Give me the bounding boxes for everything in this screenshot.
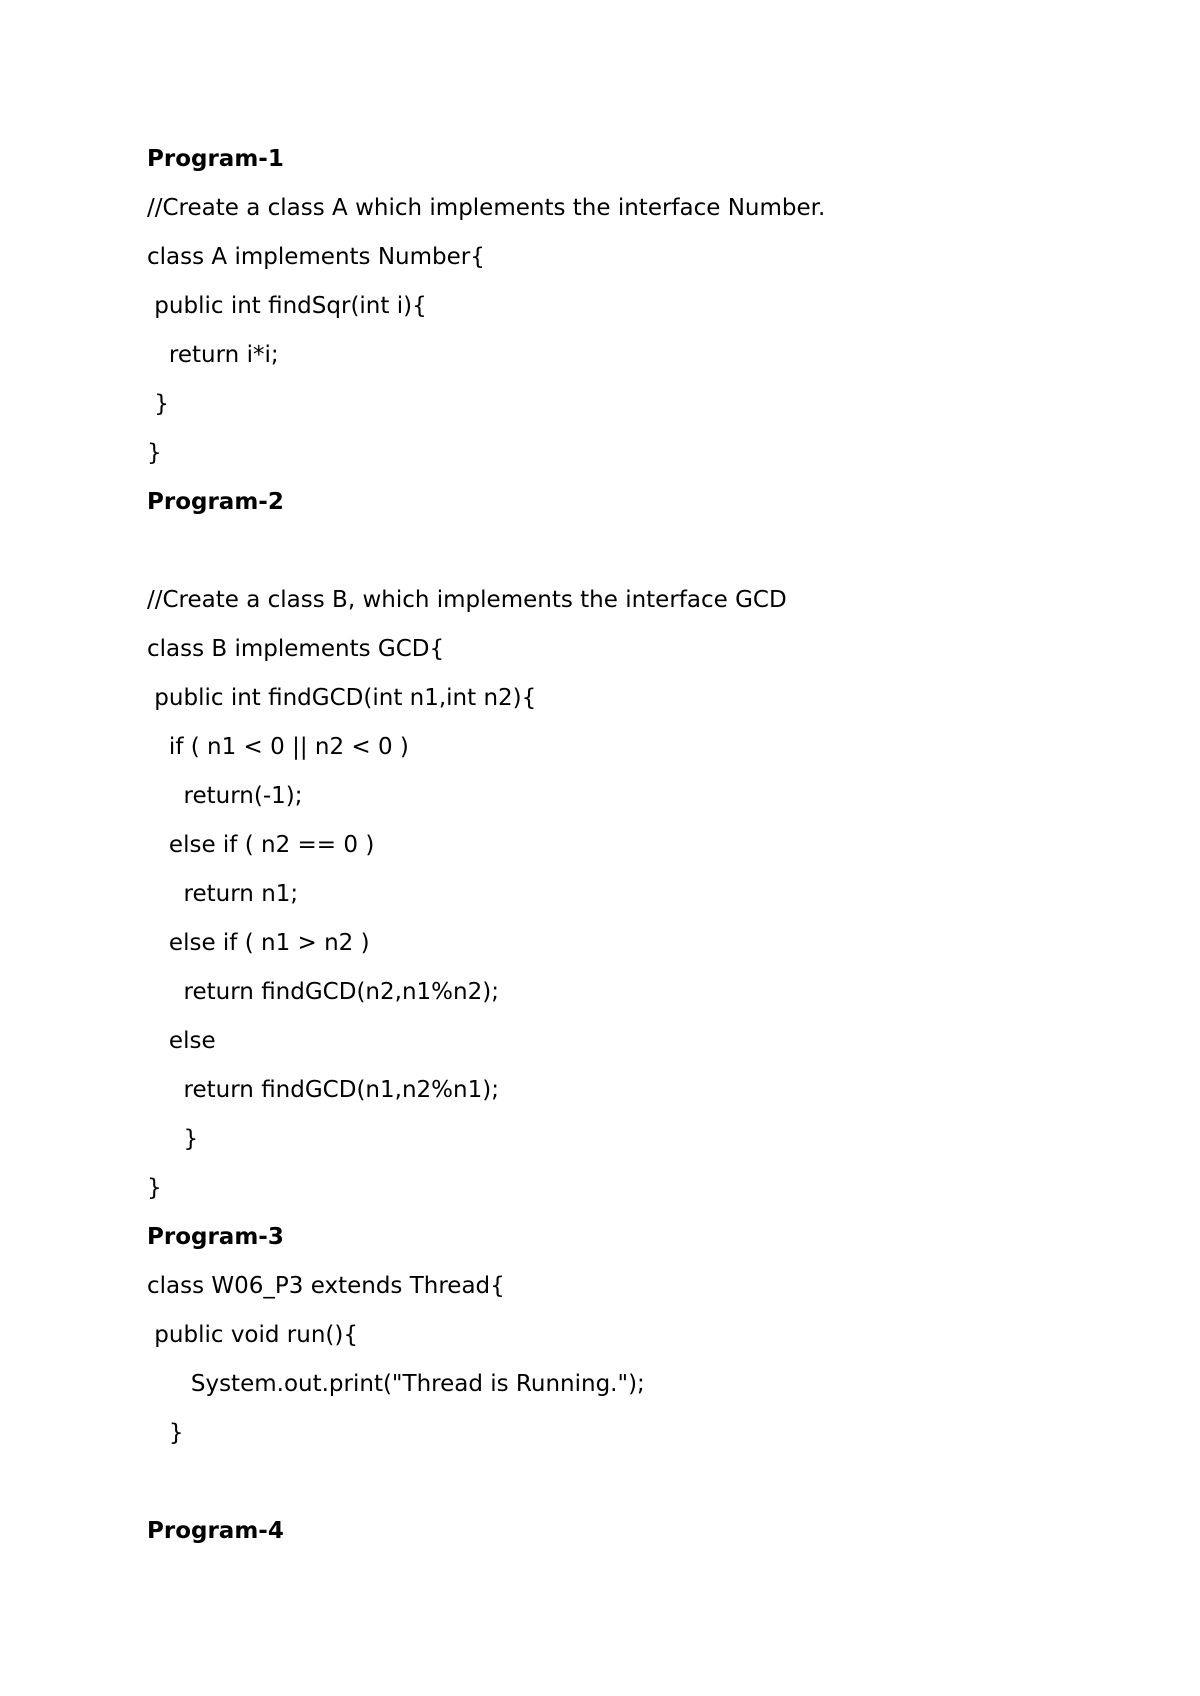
program-3-code-line: } [147, 1420, 184, 1446]
program-2-comment: //Create a class B, which implements the interface GCD [147, 587, 787, 613]
program-2-code-line: return n1; [147, 881, 299, 907]
program-2-code-line: else [147, 1028, 216, 1054]
program-2-code-line: if ( n1 < 0 || n2 < 0 ) [147, 734, 409, 760]
program-2-code-line: return(-1); [147, 783, 303, 809]
program-3-code-line: public void run(){ [147, 1322, 358, 1348]
program-2-code-line: class B implements GCD{ [147, 636, 445, 662]
program-2-code-line: } [147, 1175, 162, 1201]
program-1-code-line: return i*i; [147, 342, 279, 368]
program-1-comment: //Create a class A which implements the interface Number. [147, 195, 826, 221]
program-2-code-line: else if ( n1 > n2 ) [147, 930, 370, 956]
program-3-code-line: class W06_P3 extends Thread{ [147, 1273, 505, 1299]
program-4-heading: Program-4 [147, 1518, 284, 1544]
program-2-code-line: } [147, 1126, 199, 1152]
program-1-code-line: } [147, 440, 162, 466]
program-2-heading: Program-2 [147, 489, 284, 515]
program-1-code-line: public int findSqr(int i){ [147, 293, 427, 319]
program-3-code-line: System.out.print("Thread is Running."); [147, 1371, 645, 1397]
program-2-code-line: return findGCD(n2,n1%n2); [147, 979, 499, 1005]
program-3-heading: Program-3 [147, 1224, 284, 1250]
program-1-code-line: } [147, 391, 169, 417]
program-1-code-line: class A implements Number{ [147, 244, 485, 270]
program-2-code-line: public int findGCD(int n1,int n2){ [147, 685, 537, 711]
program-2-code-line: return findGCD(n1,n2%n1); [147, 1077, 499, 1103]
program-1-heading: Program-1 [147, 146, 284, 172]
program-2-code-line: else if ( n2 == 0 ) [147, 832, 375, 858]
